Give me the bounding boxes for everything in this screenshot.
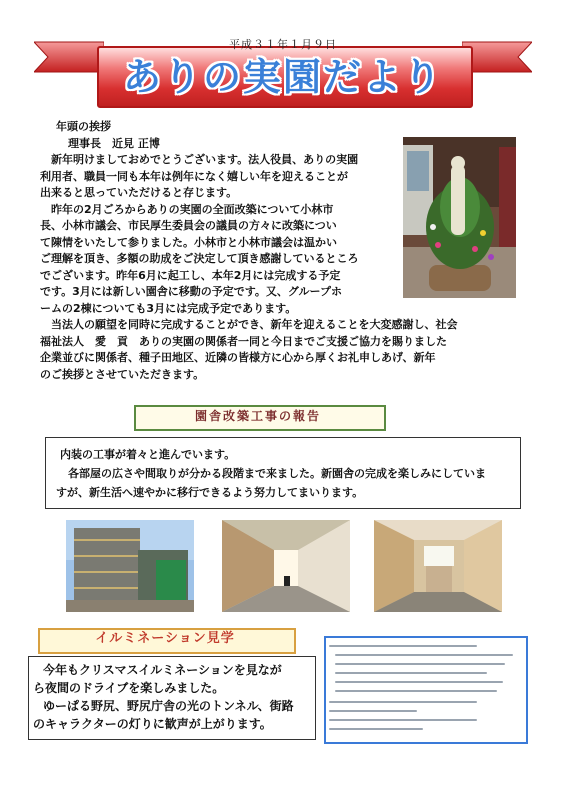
greeting-line: 利用者、職員一同も本年は例年になく嬉しい年を迎えることが (40, 169, 348, 183)
renovation-heading: 園舎改築工事の報告 (194, 409, 321, 423)
illumination-line: ら夜間のドライブを楽しみました。 (33, 681, 225, 695)
construction-exterior-photo (66, 520, 194, 612)
greeting-line: 昨年の2月ごろからありの実園の全面改築について小林市 (40, 202, 334, 216)
renovation-line: すが、新生活へ速やかに移行できるよう努力してまいります。 (56, 486, 364, 499)
issue-date: 平成３１年１月９日 (229, 38, 337, 51)
illumination-report-box (28, 656, 316, 740)
greeting-line: 出来ると思っていただけると存じます。 (40, 186, 238, 199)
illegible-schedule-text (326, 638, 522, 738)
greeting-line: 新年明けましておめでとうございます。法人役員、ありの実園 (40, 153, 359, 166)
greeting-line: です。3月には新しい園舎に移動の予定です。又、グループホ (40, 285, 343, 298)
renovation-report-box (45, 437, 521, 509)
newsletter-title: ありの実園だより (122, 55, 443, 99)
greeting-line: て陳情をいたして参りました。小林市と小林市議会は温かい (40, 235, 337, 249)
greeting-line: 企業並びに関係者、種子田地区、近隣の皆様方に心から厚くお礼申しあげ、新年 (40, 351, 436, 364)
construction-interior-photo (374, 520, 502, 612)
schedule-notice-box (324, 636, 528, 744)
greeting-line: でございます。昨年6月に起工し、本年2月には完成する予定 (40, 268, 341, 282)
new-year-decoration-photo (403, 137, 516, 298)
construction-hallway-photo (222, 520, 350, 612)
greeting-line: ご理解を頂き、多額の助成をご決定して頂き感謝しているところ (40, 252, 359, 265)
greeting-body (40, 152, 458, 383)
illumination-line: ゆーぱる野尻、野尻庁舎の光のトンネル、街路 (43, 699, 294, 713)
greeting-line: のご挨拶とさせていただきます。 (40, 367, 205, 381)
illumination-line: のキャラクターの灯りに歓声が上がります。 (33, 717, 272, 731)
greeting-line: 福祉法人 愛 貢 ありの実園の関係者一同と今日までご支援ご協力を賜りました (40, 334, 447, 348)
greeting-line: 当法人の願望を同時に完成することができ、新年を迎えることを大変感謝し、社会 (40, 318, 458, 331)
renovation-line: 各部屋の広さや間取りが分かる段階まで来ました。新園舎の完成を楽しみにしていま (68, 467, 486, 480)
greeting-heading: 年頭の挨拶 (56, 120, 111, 133)
greeting-line: ームの2棟についても3月には完成予定であります。 (40, 301, 297, 315)
greeting-author: 理事長 近見 正博 (68, 137, 160, 150)
illumination-line: 今年もクリスマスイルミネーションを見なが (43, 663, 282, 677)
greeting-line: 長、小林市議会、市民厚生委員会の議員の方々に改築につい (40, 219, 337, 232)
renovation-line: 内装の工事が着々と進んでいます。 (60, 448, 236, 461)
illumination-heading: イルミネーション見学 (95, 631, 235, 646)
